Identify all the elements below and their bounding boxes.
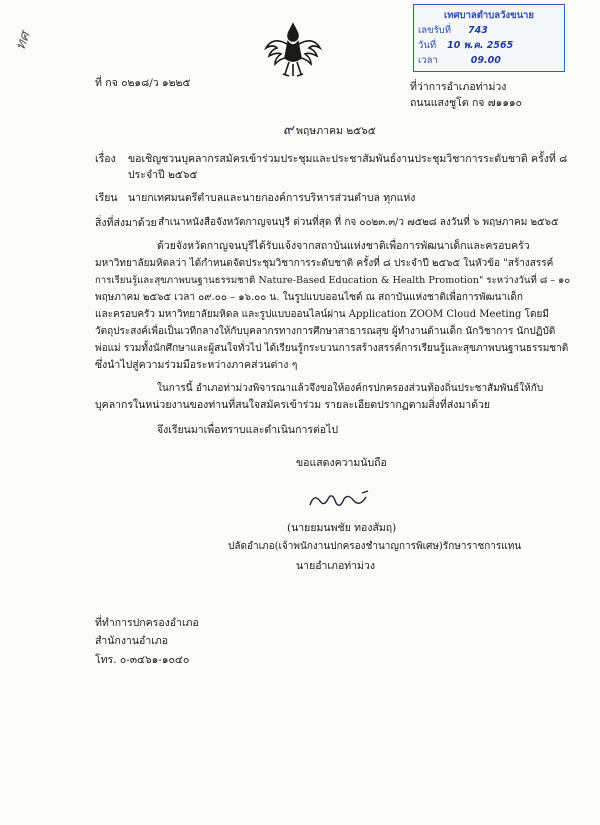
signature-name: (นายยมนพชัย ทองสัมฤ) bbox=[287, 522, 397, 534]
sender-line1: ที่ว่าการอำเภอท่าม่วง bbox=[410, 81, 507, 93]
stamp-time: เวลา 09.00 bbox=[418, 55, 501, 66]
para2-line: บุคลากรในหน่วยงานของท่านที่สนใจสมัครเข้าร่วม รายละเอียดปรากฏตามสิ่งที่ส่งมาด้วย bbox=[95, 399, 491, 411]
footer-office: ที่ทำการปกครองอำเภอ bbox=[95, 617, 199, 629]
para1-line: มหาวิทยาลัยมหิดลว่า ได้กำหนดจัดประชุมวิชาการระดับชาติ ครั้งที่ ๘ ประจำปี ๒๕๖๕ ในหัวข้อ "สร้างสรรค์ bbox=[95, 258, 554, 269]
stamp-org: เทศบาลตำบลวังขนาย bbox=[444, 10, 534, 21]
doc-number: ที่ กจ ๐๒๑๘/ว ๑๒๒๕ bbox=[95, 77, 191, 89]
para1-line: ซึ่งนำไปสู่ความร่วมมือระหว่างภาคส่วนต่าง ๆ bbox=[95, 359, 298, 371]
para1-line: ด้วยจังหวัดกาญจนบุรีได้รับแจ้งจากสถาบันแห่งชาติเพื่อการพัฒนาเด็กและครอบครัว bbox=[157, 240, 530, 252]
attach-text: สำเนาหนังสือจังหวัดกาญจนบุรี ด่วนที่สุด ที่ กจ ๐๐๒๓.๓/ว ๗๕๒๘ ลงวันที่ ๖ พฤษภาคม ๒๕๖๕ bbox=[158, 217, 559, 228]
para1-line: พฤษภาคม ๒๕๖๕ เวลา ๐๙.๐๐ – ๑๖.๐๐ น. ในรูปแบบออนไซต์ ณ สถาบันแห่งชาติเพื่อการพัฒนาเด็ก bbox=[95, 292, 523, 303]
body-paragraph-1 bbox=[95, 238, 571, 374]
attach-label: สิ่งที่ส่งมาด้วย bbox=[95, 217, 157, 229]
stamp-receive-no: เลขรับที่ 743 bbox=[418, 25, 488, 36]
signature-position-2: นายอำเภอท่าม่วง bbox=[296, 560, 376, 572]
body-paragraph-2 bbox=[95, 380, 555, 414]
subject-label: เรื่อง bbox=[95, 153, 116, 165]
receive-stamp bbox=[413, 4, 565, 72]
stamp-date: วันที่ 10 พ.ค. 2565 bbox=[418, 40, 514, 51]
closing-request: จึงเรียนมาเพื่อทราบและดำเนินการต่อไป bbox=[157, 424, 339, 436]
subject-line1: ขอเชิญชวนบุคลากรสมัครเข้าร่วมประชุมและประชาสัมพันธ์งานประชุมวิชาการระดับชาติ ครั้งที่ ๘ bbox=[128, 153, 568, 165]
margin-note: ทศ bbox=[12, 29, 34, 53]
garuda-emblem-icon bbox=[263, 18, 323, 82]
closing-phrase: ขอแสดงความนับถือ bbox=[296, 457, 387, 469]
footer-phone: โทร. ๐-๓๔๖๑-๑๐๔๐ bbox=[95, 654, 190, 666]
para1-line: วัตถุประสงค์เพื่อเป็นเวทีกลางให้กับบุคลากรทางการศึกษาสาธารณสุข ผู้ทำงานด้านเด็ก นักวิชาการ นักปฏิบัติ bbox=[95, 326, 556, 337]
footer-dept: สำนักงานอำเภอ bbox=[95, 635, 169, 647]
para1-line: การเรียนรู้และสุขภาพบนฐานธรรมชาติ Nature-Based Education & Health Promotion" ระหว่างวันที่ ๘ – ๑๐ bbox=[95, 275, 571, 286]
date-month-year: พฤษภาคม ๒๕๖๕ bbox=[296, 125, 376, 137]
sender-line2: ถนนแสงชูโต กจ ๗๑๑๑๐ bbox=[410, 97, 523, 109]
date-day: ๙ bbox=[283, 122, 294, 138]
para2-line: ในการนี้ อำเภอท่าม่วงพิจารณาแล้วจึงขอให้องค์กรปกครองส่วนท้องถิ่นประชาสัมพันธ์ให้กับ bbox=[157, 383, 544, 394]
to-text: นายกเทศมนตรีตำบลและนายกองค์การบริหารส่วนตำบล ทุกแห่ง bbox=[128, 192, 416, 204]
subject-line2: ประจำปี ๒๕๖๕ bbox=[128, 169, 198, 181]
signature-position-1: ปลัดอำเภอ(เจ้าพนักงานปกครองชำนาญการพิเศษ)รักษาราชการแทน bbox=[228, 541, 522, 552]
to-label: เรียน bbox=[95, 192, 118, 204]
para1-line: พ่อแม่ รวมทั้งนักศึกษาและผู้สนใจทั่วไป ได้เรียนรู้กระบวนการสร้างสรรค์การเรียนรู้และสุขภาพบนฐานธรรมชาติ bbox=[95, 343, 569, 354]
para1-line: และครอบครัว มหาวิทยาลัยมหิดล และรูปแบบออนไลน์ผ่าน Application ZOOM Cloud Meeting โดยมี bbox=[95, 309, 549, 320]
signature-scribble bbox=[306, 487, 376, 513]
